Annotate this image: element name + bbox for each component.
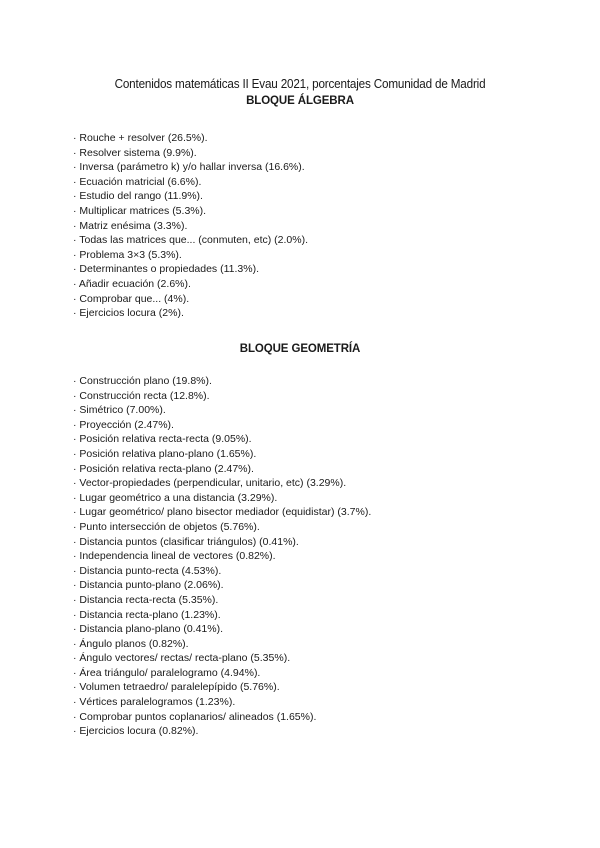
list-item: · Construcción recta (12.8%).	[73, 389, 371, 404]
list-item: · Distancia puntos (clasificar triángulos) (0.41%).	[73, 535, 371, 550]
list-item: · Construcción plano (19.8%).	[73, 374, 371, 389]
list-item: · Problema 3×3 (5.3%).	[73, 248, 308, 263]
list-item: · Todas las matrices que... (conmuten, etc) (2.0%).	[73, 233, 308, 248]
list-item: · Ecuación matricial (6.6%).	[73, 175, 308, 190]
algebra-topic-list	[73, 131, 308, 321]
section-heading-algebra: BLOQUE ÁLGEBRA	[246, 95, 354, 107]
list-item: · Punto intersección de objetos (5.76%).	[73, 520, 371, 535]
list-item: · Ángulo planos (0.82%).	[73, 637, 371, 652]
list-item: · Distancia recta-recta (5.35%).	[73, 593, 371, 608]
list-item: · Lugar geométrico a una distancia (3.29%).	[73, 491, 371, 506]
list-item: · Lugar geométrico/ plano bisector mediador (equidistar) (3.7%).	[73, 505, 371, 520]
list-item: · Área triángulo/ paralelogramo (4.94%).	[73, 666, 371, 681]
list-item: · Determinantes o propiedades (11.3%).	[73, 262, 308, 277]
document-title: Contenidos matemáticas II Evau 2021, porcentajes Comunidad de Madrid	[114, 76, 486, 91]
list-item: · Posición relativa recta-recta (9.05%).	[73, 432, 371, 447]
list-item: · Rouche + resolver (26.5%).	[73, 131, 308, 146]
list-item: · Proyección (2.47%).	[73, 418, 371, 433]
list-item: · Ángulo vectores/ rectas/ recta-plano (5.35%).	[73, 651, 371, 666]
section-heading-geometria: BLOQUE GEOMETRÍA	[239, 343, 361, 355]
list-item: · Vector-propiedades (perpendicular, unitario, etc) (3.29%).	[73, 476, 371, 491]
list-item: · Simétrico (7.00%).	[73, 403, 371, 418]
list-item: · Comprobar puntos coplanarios/ alineados (1.65%).	[73, 710, 371, 725]
list-item: · Inversa (parámetro k) y/o hallar inversa (16.6%).	[73, 160, 308, 175]
geometria-topic-list	[73, 374, 371, 739]
list-item: · Multiplicar matrices (5.3%).	[73, 204, 308, 219]
list-item: · Comprobar que... (4%).	[73, 292, 308, 307]
list-item: · Distancia punto-recta (4.53%).	[73, 564, 371, 579]
list-item: · Estudio del rango (11.9%).	[73, 189, 308, 204]
list-item: · Posición relativa plano-plano (1.65%).	[73, 447, 371, 462]
list-item: · Posición relativa recta-plano (2.47%).	[73, 462, 371, 477]
list-item: · Independencia lineal de vectores (0.82%).	[73, 549, 371, 564]
list-item: · Distancia plano-plano (0.41%).	[73, 622, 371, 637]
list-item: · Resolver sistema (9.9%).	[73, 146, 308, 161]
list-item: · Matriz enésima (3.3%).	[73, 219, 308, 234]
list-item: · Vértices paralelogramos (1.23%).	[73, 695, 371, 710]
list-item: · Volumen tetraedro/ paralelepípido (5.76%).	[73, 680, 371, 695]
list-item: · Ejercicios locura (2%).	[73, 306, 308, 321]
list-item: · Distancia recta-plano (1.23%).	[73, 608, 371, 623]
list-item: · Distancia punto-plano (2.06%).	[73, 578, 371, 593]
list-item: · Ejercicios locura (0.82%).	[73, 724, 371, 739]
list-item: · Añadir ecuación (2.6%).	[73, 277, 308, 292]
